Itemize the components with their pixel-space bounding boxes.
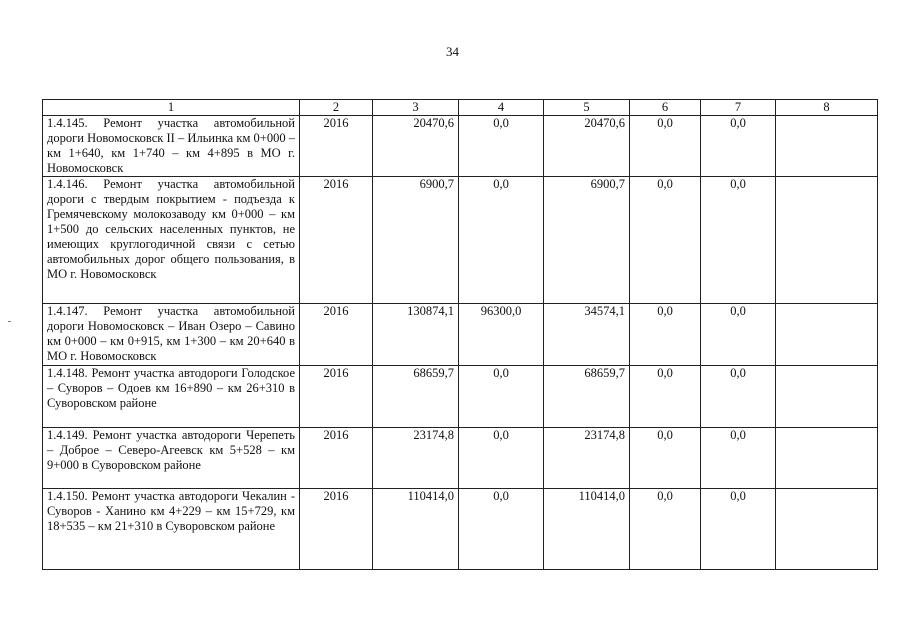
row-total: 110414,0 <box>373 489 459 570</box>
row-col4: 0,0 <box>459 366 544 428</box>
row-year: 2016 <box>300 366 373 428</box>
row-col7: 0,0 <box>701 366 776 428</box>
row-description: 1.4.146. Ремонт участка автомобильной дороги с твердым покрытием - подъезда к Гремячевскому молокозаводу км 0+000 – км 1+500 до сельских населенных пунктов, не имеющих круглогодичной связи с сетью автомобильных дорог общего пользования, в МО г. Новомосковск <box>43 177 300 304</box>
column-header: 5 <box>544 100 630 116</box>
row-col6: 0,0 <box>630 489 701 570</box>
row-col7: 0,0 <box>701 428 776 489</box>
row-col6: 0,0 <box>630 428 701 489</box>
margin-mark <box>8 321 11 322</box>
row-col6: 0,0 <box>630 177 701 304</box>
row-col8 <box>776 366 878 428</box>
row-total: 130874,1 <box>373 304 459 366</box>
page-number: 34 <box>446 44 459 59</box>
row-col4: 0,0 <box>459 489 544 570</box>
row-col6: 0,0 <box>630 304 701 366</box>
row-col5: 23174,8 <box>544 428 630 489</box>
row-col5: 110414,0 <box>544 489 630 570</box>
table-row <box>43 428 878 489</box>
row-col6: 0,0 <box>630 366 701 428</box>
row-description: 1.4.147. Ремонт участка автомобильной дороги Новомосковск – Иван Озеро – Савино км 0+000 – км 0+915, км 1+300 – км 20+640 в МО г. Новомосковск <box>43 304 300 366</box>
row-col6: 0,0 <box>630 116 701 177</box>
row-total: 23174,8 <box>373 428 459 489</box>
row-col4: 0,0 <box>459 428 544 489</box>
row-col4: 96300,0 <box>459 304 544 366</box>
row-col8 <box>776 489 878 570</box>
header-row <box>43 100 878 116</box>
column-header: 3 <box>373 100 459 116</box>
table-row <box>43 116 878 177</box>
row-col8 <box>776 177 878 304</box>
row-col4: 0,0 <box>459 116 544 177</box>
row-year: 2016 <box>300 428 373 489</box>
row-year: 2016 <box>300 304 373 366</box>
column-header: 6 <box>630 100 701 116</box>
row-col5: 20470,6 <box>544 116 630 177</box>
row-col5: 68659,7 <box>544 366 630 428</box>
row-total: 68659,7 <box>373 366 459 428</box>
row-year: 2016 <box>300 116 373 177</box>
row-description: 1.4.149. Ремонт участка автодороги Черепеть – Доброе – Северо-Агеевск км 5+528 – км 9+000 в Суворовском районе <box>43 428 300 489</box>
table-row <box>43 489 878 570</box>
row-description: 1.4.148. Ремонт участка автодороги Голодское – Суворов – Одоев км 16+890 – км 26+310 в Суворовском районе <box>43 366 300 428</box>
table-row <box>43 177 878 304</box>
row-col7: 0,0 <box>701 304 776 366</box>
column-header: 1 <box>43 100 300 116</box>
row-year: 2016 <box>300 489 373 570</box>
row-col8 <box>776 116 878 177</box>
table-row <box>43 366 878 428</box>
row-col4: 0,0 <box>459 177 544 304</box>
row-col8 <box>776 304 878 366</box>
column-header: 2 <box>300 100 373 116</box>
budget-table <box>42 99 878 570</box>
column-header: 7 <box>701 100 776 116</box>
row-col7: 0,0 <box>701 177 776 304</box>
row-col7: 0,0 <box>701 489 776 570</box>
row-col8 <box>776 428 878 489</box>
row-total: 6900,7 <box>373 177 459 304</box>
row-description: 1.4.150. Ремонт участка автодороги Чекалин - Суворов - Ханино км 4+229 – км 15+729, км 18+535 – км 21+310 в Суворовском районе <box>43 489 300 570</box>
column-header: 4 <box>459 100 544 116</box>
row-total: 20470,6 <box>373 116 459 177</box>
row-year: 2016 <box>300 177 373 304</box>
table-row <box>43 304 878 366</box>
row-col5: 6900,7 <box>544 177 630 304</box>
row-col7: 0,0 <box>701 116 776 177</box>
row-description: 1.4.145. Ремонт участка автомобильной дороги Новомосковск II – Ильинка км 0+000 – км 1+640, км 1+740 – км 4+895 в МО г. Новомосковск <box>43 116 300 177</box>
column-header: 8 <box>776 100 878 116</box>
row-col5: 34574,1 <box>544 304 630 366</box>
